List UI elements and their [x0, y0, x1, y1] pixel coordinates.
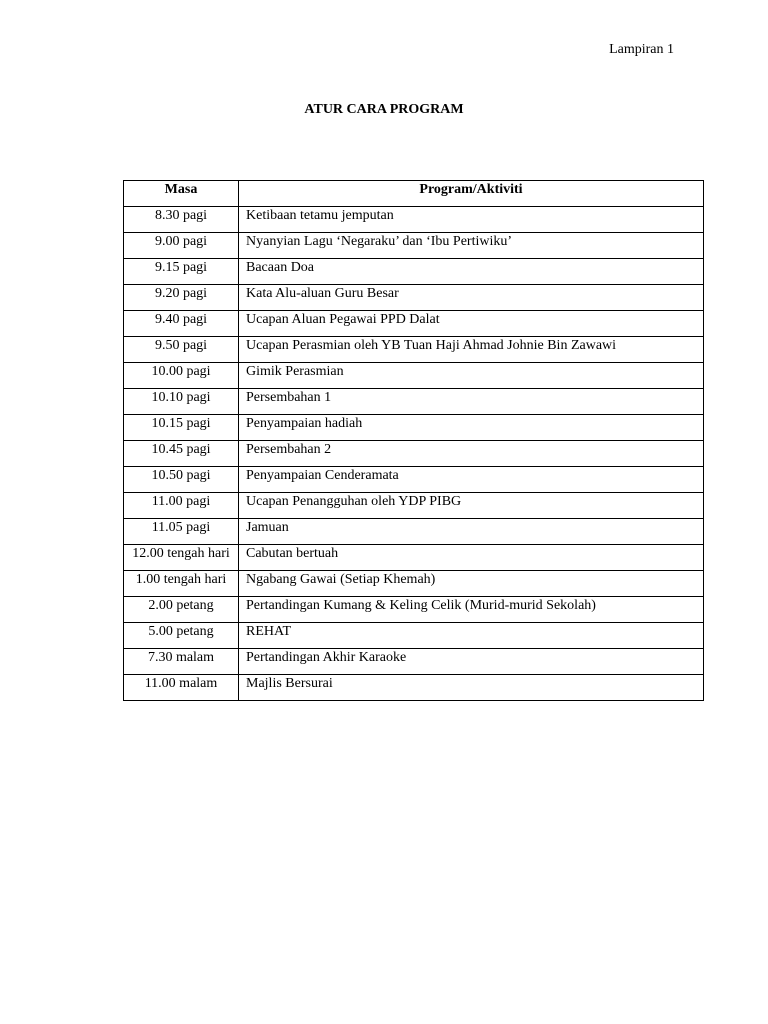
- program-cell: Cabutan bertuah: [239, 545, 704, 571]
- column-header-masa: Masa: [124, 181, 239, 207]
- program-cell: Ngabang Gawai (Setiap Khemah): [239, 571, 704, 597]
- masa-cell: 7.30 malam: [124, 649, 239, 675]
- masa-cell: 11.05 pagi: [124, 519, 239, 545]
- program-cell: Pertandingan Akhir Karaoke: [239, 649, 704, 675]
- table-row: [124, 337, 704, 363]
- program-cell: Ucapan Perasmian oleh YB Tuan Haji Ahmad Johnie Bin Zawawi: [239, 337, 704, 363]
- masa-cell: 1.00 tengah hari: [124, 571, 239, 597]
- masa-cell: 11.00 pagi: [124, 493, 239, 519]
- masa-cell: 9.50 pagi: [124, 337, 239, 363]
- program-cell: Pertandingan Kumang & Keling Celik (Murid-murid Sekolah): [239, 597, 704, 623]
- masa-cell: 8.30 pagi: [124, 207, 239, 233]
- table-row: [124, 441, 704, 467]
- program-cell: Ucapan Penangguhan oleh YDP PIBG: [239, 493, 704, 519]
- table-row: [124, 259, 704, 285]
- table-row: [124, 311, 704, 337]
- masa-cell: 11.00 malam: [124, 675, 239, 701]
- program-cell: Penyampaian hadiah: [239, 415, 704, 441]
- table-row: [124, 649, 704, 675]
- program-cell: Bacaan Doa: [239, 259, 704, 285]
- table-row: [124, 233, 704, 259]
- masa-cell: 2.00 petang: [124, 597, 239, 623]
- program-cell: REHAT: [239, 623, 704, 649]
- table-row: [124, 415, 704, 441]
- table-row: [124, 571, 704, 597]
- masa-cell: 9.15 pagi: [124, 259, 239, 285]
- table-row: [124, 623, 704, 649]
- masa-cell: 9.40 pagi: [124, 311, 239, 337]
- table-row: [124, 545, 704, 571]
- table-row: [124, 597, 704, 623]
- masa-cell: 10.45 pagi: [124, 441, 239, 467]
- masa-cell: 5.00 petang: [124, 623, 239, 649]
- program-cell: Persembahan 2: [239, 441, 704, 467]
- program-cell: Persembahan 1: [239, 389, 704, 415]
- table-row: [124, 363, 704, 389]
- masa-cell: 10.15 pagi: [124, 415, 239, 441]
- program-cell: Nyanyian Lagu ‘Negaraku’ dan ‘Ibu Pertiwiku’: [239, 233, 704, 259]
- table-row: [124, 519, 704, 545]
- masa-cell: 10.50 pagi: [124, 467, 239, 493]
- column-header-program: Program/Aktiviti: [239, 181, 704, 207]
- masa-cell: 9.00 pagi: [124, 233, 239, 259]
- program-cell: Gimik Perasmian: [239, 363, 704, 389]
- masa-cell: 9.20 pagi: [124, 285, 239, 311]
- program-cell: Kata Alu-aluan Guru Besar: [239, 285, 704, 311]
- table-row: [124, 285, 704, 311]
- program-cell: Ketibaan tetamu jemputan: [239, 207, 704, 233]
- program-cell: Penyampaian Cenderamata: [239, 467, 704, 493]
- table-row: [124, 467, 704, 493]
- program-cell: Majlis Bersurai: [239, 675, 704, 701]
- table-row: [124, 207, 704, 233]
- table-row: [124, 389, 704, 415]
- program-cell: Jamuan: [239, 519, 704, 545]
- table-row: [124, 675, 704, 701]
- schedule-table: [123, 180, 704, 701]
- masa-cell: 12.00 tengah hari: [124, 545, 239, 571]
- appendix-label: Lampiran 1: [609, 42, 674, 57]
- table-header-row: [124, 181, 704, 207]
- masa-cell: 10.10 pagi: [124, 389, 239, 415]
- masa-cell: 10.00 pagi: [124, 363, 239, 389]
- program-cell: Ucapan Aluan Pegawai PPD Dalat: [239, 311, 704, 337]
- table-row: [124, 493, 704, 519]
- document-title: ATUR CARA PROGRAM: [304, 102, 464, 117]
